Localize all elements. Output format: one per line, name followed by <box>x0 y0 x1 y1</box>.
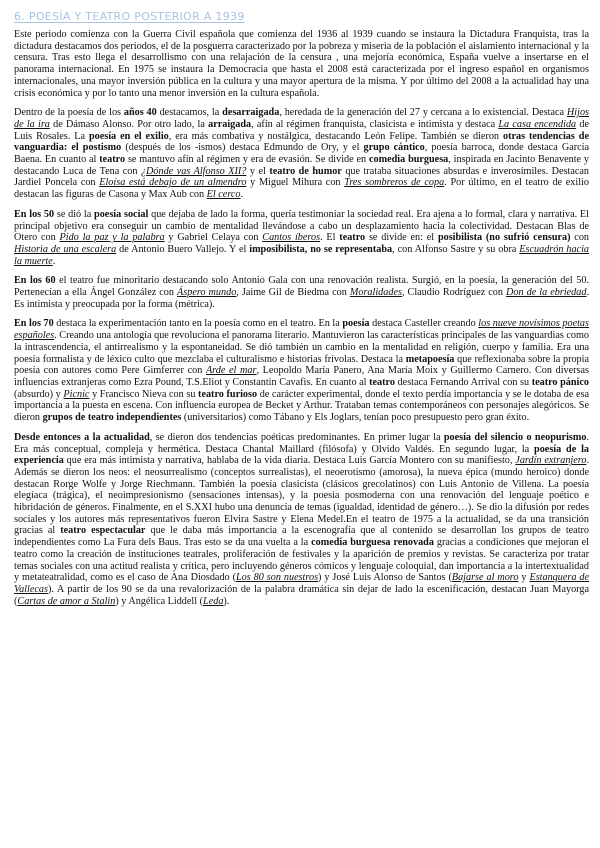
text-run: . Creando una antología que revoluciona el panorama literario. Mantuvieron las características principales de las vanguardias como la intrascendencia, el antirrealismo y la espontaneidad. Se dió también un cambio en la mentalidad en religión, cuerpo y familia. Era una poesía formalista y de léxico culto que mezclaba el culturalismo e historias frívolas. Destaca la <box>14 330 589 365</box>
text-run: (después de los -ismos) destaca Edmundo de Ory, y el <box>121 142 364 154</box>
text-run: se mantuvo afín al régimen y era de evasión. Se divide en <box>125 154 369 166</box>
bold-term: arraigada <box>208 118 252 130</box>
bold-term: poesía <box>342 318 370 330</box>
work-title: Eloísa está debajo de un almendro <box>99 177 247 189</box>
work-title: Los 80 son nuestros <box>235 572 319 584</box>
bold-term: teatro <box>369 376 395 388</box>
work-title: ¿Dónde vas Alfonso XII? <box>140 165 247 177</box>
bold-term: teatro pánico <box>531 376 589 388</box>
work-title: Moralidades <box>349 287 402 299</box>
text-run: Este periodo comienza con la Guerra Civil española que comienza del 1936 al 1939 cuando se instaura la Dictadura Franquista, tras la dictadura destacamos dos periodos, el de la posguerra caracterizado por la pobreza y miseria de la población el aislamiento internacional y la censura. Tras esto llega el desarrollismo con una relajación de la censura , una mejoría económica, España vuelve a insertarse en el panorama internacional. En 1975 se instaura la Democracia que hasta el 2008 está caracterizada por el ingreso español en organismos internacionales, una mayor inversión pública en la cultura y una mayor apertura de la misma. Y por último del 2008 a la actualidad hay una crisis económica y por lo tanto una menor inversión en la cultura española. <box>14 29 589 99</box>
bold-term: En los 60 <box>14 275 56 287</box>
text-run: (universitarios) como Tábano y Els Joglars, tenían poco presupuesto pero gran éxito. <box>181 412 530 424</box>
bold-term: En los 70 <box>14 318 54 330</box>
work-title: El cerco <box>206 189 241 201</box>
text-run: y <box>518 572 530 584</box>
work-title: Tres sombreros de copa <box>344 177 445 189</box>
text-run: ) y Angélica Liddell ( <box>115 595 204 607</box>
text-run: destaca la experimentación tanto en la poesía como en el teatro. En la <box>53 318 343 330</box>
text-run: de Antonio Buero Vallejo. Y el <box>116 243 250 255</box>
text-run: ) y José Luis Alonso de Santos ( <box>318 572 452 584</box>
bold-term: poesía en el exilio <box>88 130 169 142</box>
bold-term: comedia burguesa renovada <box>311 537 434 549</box>
work-title: Arde el mar <box>205 365 257 377</box>
text-run: , con Alfonso Sastre y su obra <box>392 243 520 255</box>
bold-term: comedia burguesa <box>369 154 449 166</box>
text-run: se divide en: el <box>365 232 438 244</box>
bold-term: Desde entonces a la actualidad <box>14 431 150 443</box>
bold-term: poesía de la experiencia <box>14 443 589 467</box>
text-run: . <box>240 189 244 201</box>
section-heading: 6. POESÍA Y TEATRO POSTERIOR A 1939 <box>14 10 245 23</box>
text-run: destaca Fernando Arrival con su <box>394 376 532 388</box>
text-run: , heredada de la generación del 27 y cercana a lo existencial. Destaca <box>279 107 567 119</box>
work-title: Cantos íberos <box>262 232 321 244</box>
text-run: , afín al régimen franquista, clasicista e intimista y destaca <box>251 118 499 130</box>
bold-term: teatro <box>339 232 366 244</box>
text-run: . <box>52 255 56 267</box>
bold-term: En los 50 <box>14 208 55 220</box>
text-run: , Leopoldo María Panero, Ana María Moix y Guillermo Carnero. Con diversas influencias extranjeras como Ezra Pound, T.S.Eliot y Constantin Cavafis. En cuanto al <box>14 365 589 388</box>
bold-term: posibilista (no sufrió censura) <box>437 232 571 244</box>
text-run: el teatro fue minoritario destacando solo Antonio Gala con una renovación realista. Surgió, en la poesía, la generación del 50. Pertenecían a ella Ángel González con <box>14 275 589 299</box>
text-run: y el <box>246 165 270 177</box>
bold-term: grupos de teatro independientes <box>42 412 182 424</box>
text-run: y Francisco Nieva con su <box>89 388 199 400</box>
text-run: de carácter experimental, donde el texto perdía importancia y se le dotaba de esa importancia a la puesta en escena. Con influencia europea de Becket y Arthur. Trataban temas contemporáneos con personajes alegóricos. Se dieron <box>14 388 589 424</box>
text-run: . Era más conceptual, compleja y hermética. Destaca Chantal Maillard (filósofa) y Olvido Valdés. En segundo lugar, la <box>14 431 589 455</box>
text-run: (absurdo) y <box>14 388 64 400</box>
text-run: se dió la <box>54 208 95 220</box>
text-run: ). <box>223 595 230 607</box>
bold-term: teatro espectacular <box>60 525 146 537</box>
work-title: Leda <box>203 595 224 607</box>
bold-term: años 40 <box>123 107 157 119</box>
text-run: , poesía barroca, donde destaca García Baena. En cuanto al <box>14 142 589 166</box>
paragraph-intro <box>14 29 589 99</box>
bold-term: teatro de humor <box>269 165 342 177</box>
text-run: con <box>570 232 590 244</box>
work-title: La casa encendida <box>498 118 577 130</box>
text-run: , era más combativa y nostálgica, destacando León Felipe. También se dieron <box>168 130 503 142</box>
text-run: , se dieron dos tendencias poéticas predominantes. En primer lugar la <box>149 431 444 443</box>
work-title: Hijos de la ira <box>14 107 589 130</box>
text-run: que reflexionaba sobre la propia poesía con autores como Pere Gimferrer con <box>14 353 590 377</box>
bold-term: teatro <box>99 154 126 166</box>
text-run: destaca Casteller creando <box>369 318 479 330</box>
text-run: ). A partir de los 90 se da una revalorización de la palabra dramática sin dejar de lado la escenificación, destacan Juan Mayorga ( <box>14 583 589 607</box>
paragraph-anos-70 <box>14 318 589 423</box>
bold-term: poesía del silencio o neopurismo <box>443 431 587 443</box>
bold-term: poesía social <box>94 208 149 220</box>
paragraph-anos-60 <box>14 275 589 310</box>
work-title: Estanquera de Vallecas <box>14 572 590 595</box>
work-title: los nueve novísimos poetas españoles <box>14 318 589 342</box>
work-title: Áspero mundo <box>177 287 237 299</box>
work-title: Cartas de amor a Stalin <box>17 595 116 607</box>
text-run: de Dámaso Alonso. Por otro lado, la <box>49 118 209 130</box>
bold-term: imposibilista, no se representaba <box>249 243 393 255</box>
text-run: . Además se dieron los neos: el neosurrealismo (conceptos surrealistas), el neoerotismo (amorosa), la nueva épica (mundo heroico) donde destacan Rorge Wolfe y Jorge Riechmann. También la poesía clasicista (clásicos grecolatinos) con Luis Antonio de Villena. La poesía elegíaca (trágica), el neoimpresionismo (sensaciones intensas), y la poesía posmoderna con una renovación del lenguaje poético e hibridación de géneros. Finalmente, en el S.XXI hubo una denuncia de temas (igualdad, identidad de género…). Se dio la difusión por redes sociales y los autores más representativos fueron Elvira Sastre y Elena Medel.En el teatro de 1975 a la actualidad, se da una transición gracias al <box>14 455 589 537</box>
bold-term: desarraigada <box>222 107 280 119</box>
paragraph-anos-40 <box>14 107 589 201</box>
text-run: , Jaime Gil de Biedma con <box>236 287 350 299</box>
text-run: que trataba situaciones absurdas e inverosímiles. Destacan Jardiel Poncela con <box>14 165 589 189</box>
bold-term: grupo cántico <box>363 142 425 154</box>
text-run: y Gabriel Celaya con <box>164 232 263 244</box>
text-run: , inspirada en Jacinto Benavente y destacando Luca de Tena con <box>14 154 589 177</box>
work-title: Bajarse al moro <box>451 572 519 584</box>
text-run: que dejaba de lado la forma, quería testimoniar la sociedad real. Era ajena a lo formal, clara y narrativa. El principal objetivo era conseguir un cambio de mentalidad llevándose a cabo un desplazamiento hacia la colectividad. Destacan Blas de Otero con <box>14 208 589 244</box>
work-title: Pido la paz y la palabra <box>59 232 165 244</box>
text-run: gracias a condiciones que mejoran el teatro como la creación de instituciones teatrales, proliferación de festivales y la aparición de premios y revistas. Se caracteriza por tratar temas sociales con una actitud realista y crítica, pero incluyendo géneros cómicos y lenguaje coloquial, dan importancia a la intertextualidad y metateatralidad, como es el caso de Ana Diosdado ( <box>14 537 589 584</box>
text-run: de Luis Rosales. La <box>14 118 589 142</box>
text-run: . El <box>320 232 340 244</box>
text-run: que le daba más importancia a la escenografía que al contenido se desarrollan los grupos de teatro independientes como La Fura dels Baus. Tras esto se da una vuelta a la <box>14 525 590 549</box>
work-title: Historia de una escalera <box>14 243 117 255</box>
work-title: Jardín extranjero <box>515 455 587 467</box>
paragraph-actualidad <box>14 432 589 608</box>
text-run: que era más intimista y narrativa, hablaba de la vida diaria. Destaca Luis García Montero con su manifiesto, <box>63 455 516 467</box>
work-title: Escuadrón hacia la muerte <box>14 243 590 267</box>
bold-term: teatro furioso <box>198 388 258 400</box>
text-run: , Claudio Rodríguez con <box>401 287 507 299</box>
work-title: Don de la ebriedad <box>506 287 587 299</box>
text-run: Dentro de la poesía de los <box>14 107 124 119</box>
paragraph-anos-50 <box>14 209 589 268</box>
text-run: y Miguel Mihura con <box>246 177 345 189</box>
bold-term: metapoesía <box>405 353 455 365</box>
text-run: . Por último, en el teatro de exilio destacan las figuras de Casona y Max Aub con <box>14 177 589 201</box>
bold-term: otras tendencias de vanguardia: el postismo <box>14 130 589 154</box>
text-run: . Es intimista y preocupada por la forma (métrica). <box>14 287 590 310</box>
text-run: destacamos, la <box>156 107 223 119</box>
work-title: Picnic <box>63 388 90 400</box>
